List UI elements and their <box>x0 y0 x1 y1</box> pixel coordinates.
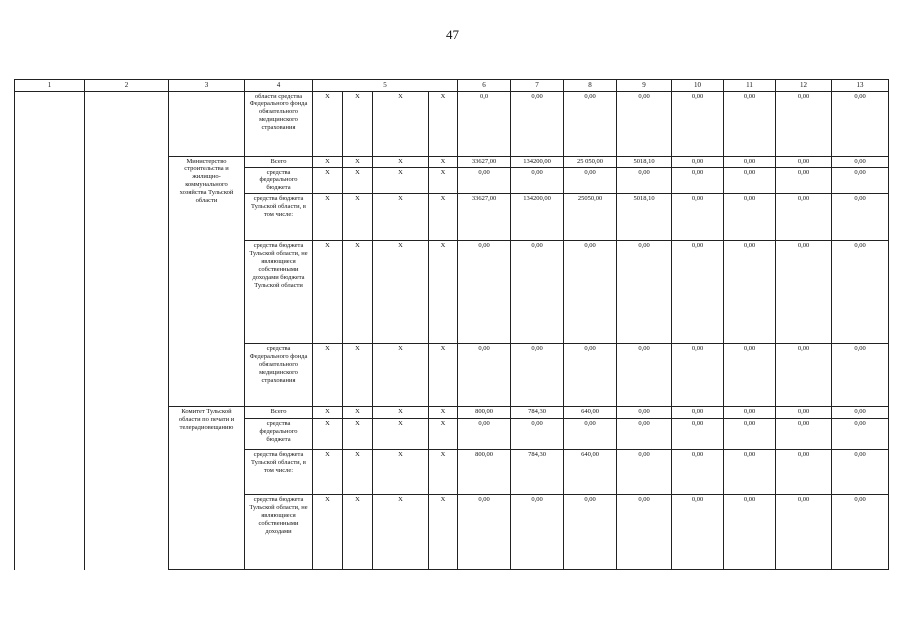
header-cell: 10 <box>672 80 724 92</box>
header-cell: 3 <box>169 80 245 92</box>
x-mark: X <box>373 419 429 450</box>
value-cell: 0,00 <box>672 419 724 450</box>
x-mark: X <box>429 407 458 419</box>
header-cell: 2 <box>85 80 169 92</box>
value-cell: 0,00 <box>617 91 672 156</box>
row-label: средства федерального бюджета <box>245 167 313 194</box>
x-mark: X <box>313 241 343 344</box>
value-cell: 0,00 <box>458 344 511 407</box>
page-number: 47 <box>446 27 459 42</box>
value-cell: 33627,00 <box>458 156 511 167</box>
empty-cell-col1 <box>15 91 85 570</box>
row-label: средства бюджета Тульской области, в том числе: <box>245 194 313 241</box>
value-cell: 0,00 <box>672 450 724 495</box>
value-cell: 0,00 <box>724 344 776 407</box>
org-name: Министерство строительства и жилищно-коммунального хозяйства Тульской области <box>169 156 245 407</box>
value-cell: 134200,00 <box>511 194 564 241</box>
value-cell: 0,00 <box>672 194 724 241</box>
x-mark: X <box>373 407 429 419</box>
value-cell: 0,00 <box>458 167 511 194</box>
header-cell: 8 <box>564 80 617 92</box>
value-cell: 0,00 <box>776 495 832 570</box>
x-mark: X <box>313 344 343 407</box>
value-cell: 0,00 <box>832 167 889 194</box>
value-cell: 0,00 <box>724 91 776 156</box>
value-cell: 0,00 <box>511 91 564 156</box>
header-cell: 1 <box>15 80 85 92</box>
x-mark: X <box>373 167 429 194</box>
value-cell: 0,00 <box>724 241 776 344</box>
x-mark: X <box>313 495 343 570</box>
value-cell: 0,00 <box>564 495 617 570</box>
header-cell: 7 <box>511 80 564 92</box>
header-cell: 13 <box>832 80 889 92</box>
value-cell: 0,00 <box>832 194 889 241</box>
x-mark: X <box>343 167 373 194</box>
header-row <box>15 80 889 92</box>
row-label: средства бюджета Тульской области, в том числе: <box>245 450 313 495</box>
value-cell: 0,00 <box>672 167 724 194</box>
value-cell: 0,00 <box>617 450 672 495</box>
value-cell: 0,00 <box>564 419 617 450</box>
value-cell: 33627,00 <box>458 194 511 241</box>
value-cell: 5018,10 <box>617 194 672 241</box>
header-cell: 9 <box>617 80 672 92</box>
value-cell: 0,00 <box>776 450 832 495</box>
row-label: средства бюджета Тульской области, не являющиеся собственными доходами <box>245 495 313 570</box>
value-cell: 0,00 <box>564 344 617 407</box>
value-cell: 0,00 <box>511 419 564 450</box>
value-cell: 0,00 <box>617 495 672 570</box>
row-label: области средства Федерального фонда обязательного медицинского страхования <box>245 91 313 156</box>
org-name <box>169 91 245 156</box>
x-mark: X <box>343 495 373 570</box>
value-cell: 0,00 <box>672 241 724 344</box>
x-mark: X <box>429 91 458 156</box>
value-cell: 784,30 <box>511 407 564 419</box>
value-cell: 25050,00 <box>564 194 617 241</box>
x-mark: X <box>429 167 458 194</box>
value-cell: 0,00 <box>776 194 832 241</box>
value-cell: 0,00 <box>511 344 564 407</box>
x-mark: X <box>313 91 343 156</box>
value-cell: 0,00 <box>564 241 617 344</box>
value-cell: 0,00 <box>511 495 564 570</box>
value-cell: 0,00 <box>776 156 832 167</box>
x-mark: X <box>343 450 373 495</box>
x-mark: X <box>373 156 429 167</box>
header-cell: 6 <box>458 80 511 92</box>
value-cell: 800,00 <box>458 450 511 495</box>
value-cell: 134200,00 <box>511 156 564 167</box>
value-cell: 0,00 <box>724 156 776 167</box>
x-mark: X <box>429 344 458 407</box>
value-cell: 0,00 <box>832 407 889 419</box>
value-cell: 0,00 <box>617 407 672 419</box>
budget-table <box>14 79 889 570</box>
x-mark: X <box>373 450 429 495</box>
x-mark: X <box>343 91 373 156</box>
value-cell: 25 050,00 <box>564 156 617 167</box>
value-cell: 0,00 <box>511 241 564 344</box>
x-mark: X <box>343 156 373 167</box>
value-cell: 0,00 <box>832 241 889 344</box>
empty-cell-col2 <box>85 91 169 570</box>
x-mark: X <box>343 344 373 407</box>
x-mark: X <box>429 194 458 241</box>
x-mark: X <box>429 450 458 495</box>
x-mark: X <box>373 344 429 407</box>
x-mark: X <box>373 495 429 570</box>
row-label: Всего <box>245 407 313 419</box>
value-cell: 0,00 <box>724 194 776 241</box>
x-mark: X <box>373 194 429 241</box>
value-cell: 0,00 <box>617 241 672 344</box>
x-mark: X <box>373 91 429 156</box>
row-label: Всего <box>245 156 313 167</box>
value-cell: 0,00 <box>724 167 776 194</box>
value-cell: 0,00 <box>724 407 776 419</box>
x-mark: X <box>313 450 343 495</box>
value-cell: 0,00 <box>776 344 832 407</box>
value-cell: 800,00 <box>458 407 511 419</box>
value-cell: 5018,10 <box>617 156 672 167</box>
value-cell: 0,00 <box>458 241 511 344</box>
value-cell: 0,00 <box>617 167 672 194</box>
row-label: средства федерального бюджета <box>245 419 313 450</box>
value-cell: 0,00 <box>511 167 564 194</box>
value-cell: 0,00 <box>832 344 889 407</box>
value-cell: 0,00 <box>672 156 724 167</box>
org-name: Комитет Тульской области по печати и телерадиовещанию <box>169 407 245 570</box>
table-body <box>15 80 889 570</box>
value-cell: 0,00 <box>564 91 617 156</box>
value-cell: 0,00 <box>672 495 724 570</box>
value-cell: 0,00 <box>672 91 724 156</box>
x-mark: X <box>343 419 373 450</box>
x-mark: X <box>313 167 343 194</box>
value-cell: 0,00 <box>832 419 889 450</box>
x-mark: X <box>429 419 458 450</box>
value-cell: 0,00 <box>776 419 832 450</box>
value-cell: 0,00 <box>724 495 776 570</box>
x-mark: X <box>343 407 373 419</box>
x-mark: X <box>313 407 343 419</box>
value-cell: 0,00 <box>672 407 724 419</box>
row-label: средства бюджета Тульской области, не являющиеся собственными доходами бюджета Тульской области <box>245 241 313 344</box>
value-cell: 0,00 <box>724 419 776 450</box>
value-cell: 0,00 <box>617 419 672 450</box>
value-cell: 0,00 <box>458 495 511 570</box>
value-cell: 640,00 <box>564 450 617 495</box>
x-mark: X <box>429 241 458 344</box>
value-cell: 0,00 <box>776 91 832 156</box>
value-cell: 0,00 <box>832 156 889 167</box>
value-cell: 640,00 <box>564 407 617 419</box>
value-cell: 0,00 <box>564 167 617 194</box>
header-cell: 5 <box>313 80 458 92</box>
header-cell: 11 <box>724 80 776 92</box>
x-mark: X <box>343 241 373 344</box>
value-cell: 784,30 <box>511 450 564 495</box>
x-mark: X <box>429 156 458 167</box>
x-mark: X <box>313 194 343 241</box>
value-cell: 0,00 <box>672 344 724 407</box>
header-cell: 12 <box>776 80 832 92</box>
value-cell: 0,00 <box>832 450 889 495</box>
value-cell: 0,00 <box>724 450 776 495</box>
table-row <box>15 91 889 156</box>
value-cell: 0,00 <box>458 419 511 450</box>
value-cell: 0,00 <box>776 407 832 419</box>
value-cell: 0,00 <box>776 167 832 194</box>
value-cell: 0,00 <box>832 91 889 156</box>
x-mark: X <box>429 495 458 570</box>
value-cell: 0,00 <box>776 241 832 344</box>
value-cell: 0,0 <box>458 91 511 156</box>
x-mark: X <box>313 156 343 167</box>
x-mark: X <box>313 419 343 450</box>
value-cell: 0,00 <box>832 495 889 570</box>
x-mark: X <box>373 241 429 344</box>
row-label: средства Федерального фонда обязательного медицинского страхования <box>245 344 313 407</box>
header-cell: 4 <box>245 80 313 92</box>
value-cell: 0,00 <box>617 344 672 407</box>
x-mark: X <box>343 194 373 241</box>
